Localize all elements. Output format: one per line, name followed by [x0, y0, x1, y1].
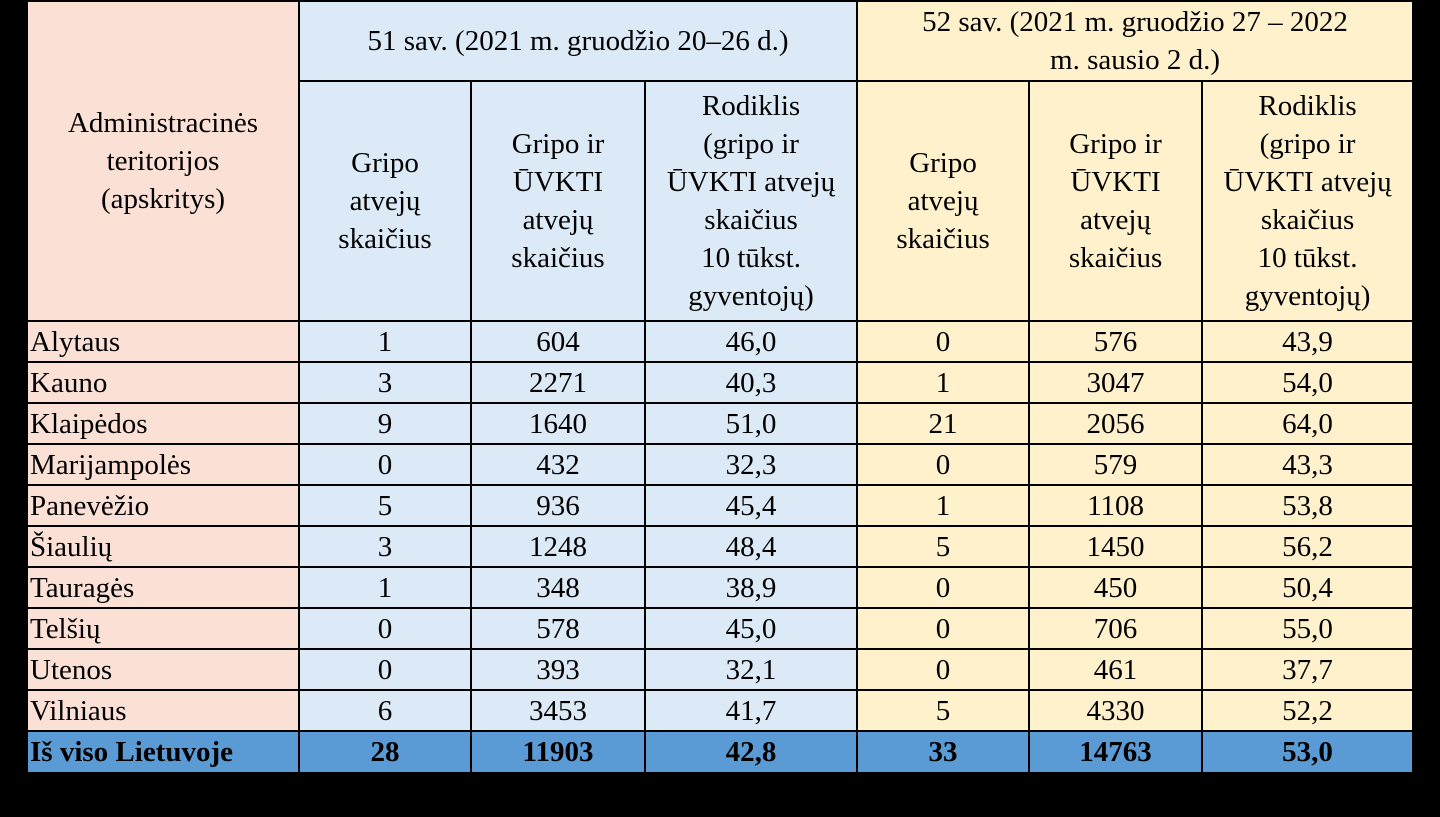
w52-cases-cell: 461 — [1029, 649, 1202, 690]
w51-rate-cell: 45,4 — [645, 485, 857, 526]
table-row — [27, 485, 1413, 526]
header-line: Gripo — [351, 147, 419, 179]
w52-rate-header — [1202, 81, 1413, 321]
header-line: atvejų — [522, 204, 594, 236]
header-line: 10 tūkst. — [1257, 242, 1358, 274]
w51-cases-cell: 3453 — [471, 690, 645, 731]
w52-rate-cell: 37,7 — [1202, 649, 1413, 690]
w52-rate-cell: 50,4 — [1202, 567, 1413, 608]
w52-rate-cell: 43,3 — [1202, 444, 1413, 485]
header-line: ŪVKTI atvejų — [666, 166, 836, 198]
region-cell: Šiaulių — [27, 526, 299, 567]
total-row — [27, 731, 1413, 773]
w51-rate-cell: 41,7 — [645, 690, 857, 731]
region-cell: Panevėžio — [27, 485, 299, 526]
w52-rate-cell: 52,2 — [1202, 690, 1413, 731]
w52-cases-cell: 450 — [1029, 567, 1202, 608]
flu-statistics-table — [26, 0, 1414, 774]
header-line: atvejų — [907, 185, 979, 217]
w51-flu-ari-cases-header — [471, 81, 645, 321]
w52-cases-cell: 576 — [1029, 321, 1202, 362]
admin-territories-header — [27, 1, 299, 321]
week52-header — [857, 1, 1413, 81]
w52-flu-cell: 21 — [857, 403, 1029, 444]
header-line: skaičius — [1068, 242, 1163, 274]
w51-flu-cell: 3 — [299, 362, 471, 403]
admin-header-line: teritorijos — [106, 145, 220, 177]
header-line: ŪVKTI atvejų — [1223, 166, 1392, 198]
header-line: skaičius — [1260, 204, 1355, 236]
week51-header: 51 sav. (2021 m. gruodžio 20–26 d.) — [299, 1, 857, 81]
header-line: (gripo ir — [1259, 128, 1356, 160]
w52-cases-cell: 579 — [1029, 444, 1202, 485]
table-row — [27, 321, 1413, 362]
w51-cases-cell: 2271 — [471, 362, 645, 403]
w52-flu-cell: 0 — [857, 649, 1029, 690]
w52-flu-cell: 0 — [857, 608, 1029, 649]
header-line: skaičius — [896, 223, 990, 255]
total-w51-rate-cell: 42,8 — [645, 731, 857, 773]
w51-rate-cell: 45,0 — [645, 608, 857, 649]
header-line: atvejų — [349, 185, 421, 217]
table-row — [27, 567, 1413, 608]
w51-cases-cell: 393 — [471, 649, 645, 690]
w51-flu-cell: 1 — [299, 567, 471, 608]
total-region-cell: Iš viso Lietuvoje — [27, 731, 299, 773]
w51-rate-header — [645, 81, 857, 321]
w51-rate-cell: 32,3 — [645, 444, 857, 485]
w52-cases-cell: 1108 — [1029, 485, 1202, 526]
total-w51-cases-cell: 11903 — [471, 731, 645, 773]
header-line: (gripo ir — [703, 128, 799, 160]
header-line: Rodiklis — [701, 90, 801, 122]
region-cell: Kauno — [27, 362, 299, 403]
region-cell: Vilniaus — [27, 690, 299, 731]
w51-cases-cell: 604 — [471, 321, 645, 362]
w52-cases-cell: 2056 — [1029, 403, 1202, 444]
header-line: ŪVKTI — [512, 166, 604, 198]
header-line: atvejų — [1080, 204, 1151, 236]
region-cell: Telšių — [27, 608, 299, 649]
table-row — [27, 362, 1413, 403]
header-line: gyventojų) — [1244, 280, 1371, 312]
w51-flu-cell: 5 — [299, 485, 471, 526]
w52-cases-cell: 4330 — [1029, 690, 1202, 731]
w52-cases-cell: 1450 — [1029, 526, 1202, 567]
region-cell: Utenos — [27, 649, 299, 690]
w51-flu-cell: 0 — [299, 649, 471, 690]
w51-cases-cell: 1640 — [471, 403, 645, 444]
w52-rate-cell: 55,0 — [1202, 608, 1413, 649]
w52-rate-cell: 53,8 — [1202, 485, 1413, 526]
w51-cases-cell: 1248 — [471, 526, 645, 567]
w51-rate-cell: 46,0 — [645, 321, 857, 362]
admin-header-line: (apskritys) — [100, 183, 226, 215]
region-cell: Marijampolės — [27, 444, 299, 485]
total-w52-rate-cell: 53,0 — [1202, 731, 1413, 773]
header-line: 10 tūkst. — [701, 242, 801, 274]
w52-flu-cell: 5 — [857, 526, 1029, 567]
w51-rate-cell: 51,0 — [645, 403, 857, 444]
region-cell: Klaipėdos — [27, 403, 299, 444]
w52-flu-cases-header — [857, 81, 1029, 321]
w51-rate-cell: 48,4 — [645, 526, 857, 567]
table-row — [27, 444, 1413, 485]
w51-cases-cell: 578 — [471, 608, 645, 649]
w51-flu-cases-header — [299, 81, 471, 321]
header-line: gyventojų) — [688, 280, 814, 312]
w52-rate-cell: 56,2 — [1202, 526, 1413, 567]
table-row — [27, 690, 1413, 731]
w51-cases-cell: 432 — [471, 444, 645, 485]
w51-rate-cell: 38,9 — [645, 567, 857, 608]
w51-flu-cell: 0 — [299, 608, 471, 649]
w51-flu-cell: 1 — [299, 321, 471, 362]
total-w51-flu-cell: 28 — [299, 731, 471, 773]
table-row — [27, 526, 1413, 567]
header-line: Rodiklis — [1258, 90, 1357, 122]
w52-flu-cell: 5 — [857, 690, 1029, 731]
w51-cases-cell: 936 — [471, 485, 645, 526]
table-row — [27, 608, 1413, 649]
table-body — [27, 321, 1413, 773]
w51-rate-cell: 40,3 — [645, 362, 857, 403]
w52-rate-cell: 64,0 — [1202, 403, 1413, 444]
admin-header-line: Administracinės — [67, 107, 259, 139]
w52-flu-cell: 0 — [857, 321, 1029, 362]
w52-flu-cell: 0 — [857, 444, 1029, 485]
header-line: Gripo — [909, 147, 977, 179]
w52-flu-cell: 1 — [857, 485, 1029, 526]
w51-flu-cell: 9 — [299, 403, 471, 444]
header-line: Gripo ir — [1069, 128, 1162, 160]
region-cell: Alytaus — [27, 321, 299, 362]
header-line: Gripo ir — [511, 128, 605, 160]
w52-flu-cell: 0 — [857, 567, 1029, 608]
w51-cases-cell: 348 — [471, 567, 645, 608]
w52-flu-cell: 1 — [857, 362, 1029, 403]
total-w52-flu-cell: 33 — [857, 731, 1029, 773]
header-line: skaičius — [338, 223, 432, 255]
w52-rate-cell: 43,9 — [1202, 321, 1413, 362]
header-line: skaičius — [511, 242, 605, 274]
table-row — [27, 403, 1413, 444]
header-line: ŪVKTI — [1070, 166, 1161, 198]
week52-header-line: m. sausio 2 d.) — [1050, 44, 1221, 76]
w51-flu-cell: 3 — [299, 526, 471, 567]
total-w52-cases-cell: 14763 — [1029, 731, 1202, 773]
w51-flu-cell: 0 — [299, 444, 471, 485]
header-line: skaičius — [704, 204, 798, 236]
w52-rate-cell: 54,0 — [1202, 362, 1413, 403]
week52-header-line: 52 sav. (2021 m. gruodžio 27 – 2022 — [922, 6, 1348, 38]
w52-cases-cell: 3047 — [1029, 362, 1202, 403]
w51-flu-cell: 6 — [299, 690, 471, 731]
w52-flu-ari-cases-header — [1029, 81, 1202, 321]
table-row — [27, 649, 1413, 690]
w51-rate-cell: 32,1 — [645, 649, 857, 690]
w52-cases-cell: 706 — [1029, 608, 1202, 649]
region-cell: Tauragės — [27, 567, 299, 608]
